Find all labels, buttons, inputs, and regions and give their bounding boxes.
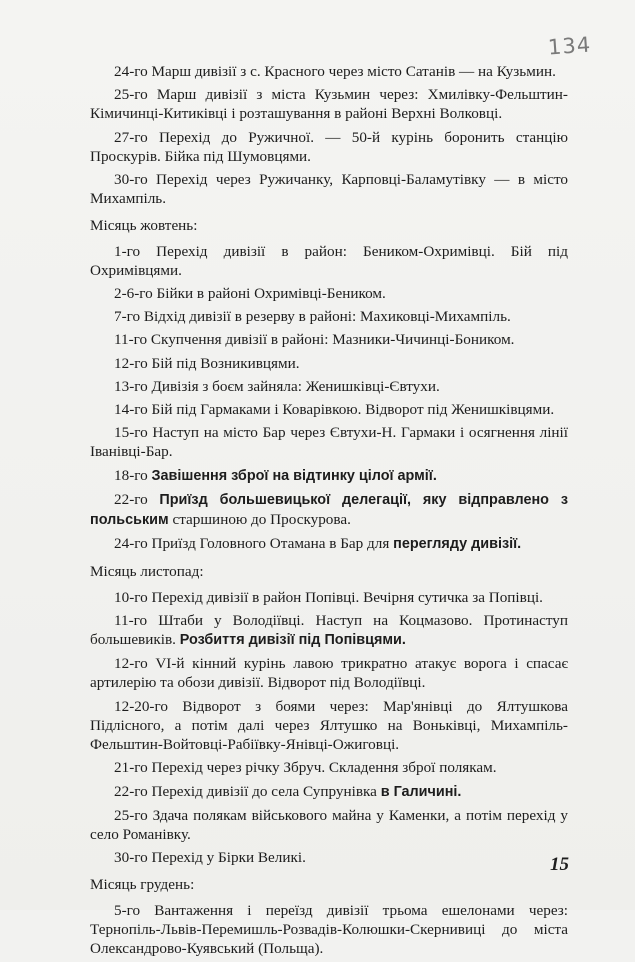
chronology-entry: 2-6-го Бійки в районі Охримівці-Беником.: [114, 285, 386, 303]
chronology-entry: [90, 466, 568, 486]
chronology-entry: 11-го Скупчення дивізії в районі: Мазники-Чичинці-Боником.: [114, 331, 515, 349]
chronology-entry: 27-го Перехід до Ружичної. — 50-й курінь боронить станцію Проскурів. Бійка під Шумовцями.: [90, 128, 568, 165]
entry-text: старшиною до Проскурова.: [168, 511, 351, 529]
chronology-entry: 25-го Марш дивізії з міста Кузьмин через: Хмилівку-Фельштин-Кімичинці-Китиківці і розташування в районі Верхні Волковці.: [90, 86, 568, 123]
entry-bold-text: Розбиття дивізії під Попівцями.: [179, 632, 406, 649]
entry-bold-text: перегляду дивізії.: [393, 536, 522, 553]
entry-text: 24-го Приїзд Головного Отамана в Бар для: [114, 535, 394, 553]
month-heading: Місяць жовтень:: [90, 217, 198, 235]
entry-text: 18-го: [114, 466, 152, 484]
chronology-entry: 21-го Перехід через річку Збруч. Складення зброї полякам.: [114, 759, 497, 777]
chronology-entry: 7-го Відхід дивізії в резерву в районі: Махиковці-Михампіль.: [114, 308, 511, 326]
entry-bold-text: Приїзд большевицької делегації, яку відправлено з польським: [90, 491, 568, 529]
chronology-entry: 14-го Бій під Гармаками і Коварівкою. Відворот під Женишківцями.: [114, 401, 555, 419]
chronology-entry: [90, 611, 568, 650]
chronology-entry: 25-го Здача полякам військового майна у Каменки, а потім перехід у село Романівку.: [90, 806, 568, 843]
chronology-entry: [90, 534, 568, 554]
page-number: 15: [550, 854, 569, 875]
month-heading: Місяць грудень:: [90, 876, 195, 894]
entry-text: 22-го: [114, 490, 160, 508]
chronology-entry: 12-го Бій під Возникивцями.: [114, 354, 300, 372]
document-body: [90, 62, 568, 962]
entry-bold-text: в Галичині.: [380, 783, 462, 800]
chronology-entry: 24-го Марш дивізії з с. Красного через місто Сатанів — на Кузьмин.: [114, 63, 556, 80]
entry-bold-text: Завішення зброї на відтинку цілої армії.: [151, 467, 437, 484]
chronology-entry: [90, 782, 568, 802]
month-heading: Місяць листопад:: [90, 563, 204, 581]
entry-text: 22-го Перехід дивізії до села Супрунівка: [114, 782, 381, 800]
chronology-entry: 10-го Перехід дивізії в район Попівці. Вечірня сутичка за Попівці.: [114, 588, 543, 606]
entry-text: 11-го Штаби у Володіївці. Наступ на Коцмазово. Протинаступ большевиків.: [90, 611, 568, 649]
chronology-entry: [90, 490, 568, 530]
chronology-entry: 12-го VI-й кінний курінь лавою трикратно атакує ворога і спасає артилерію та обози дивізії. Відворот під Володіївці.: [90, 655, 568, 692]
chronology-entry: 30-го Перехід через Ружичанку, Карповці-Баламутівку — в місто Михампіль.: [90, 171, 568, 208]
chronology-entry: 13-го Дивізія з боєм зайняла: Женишківці-Євтухи.: [114, 377, 440, 395]
chronology-entry: 5-го Вантаження і переїзд дивізії трьома ешелонами через: Тернопіль-Львів-Перемишль-Розвадів-Колюшки-Скернивиці до міста Олександрово-Куявський (Польща).: [90, 901, 568, 957]
chronology-entry: 12-20-го Відворот з боями через: Мар'янівці до Ялтушкова Підлісного, а потім далі через Ялтушко на Воньківці, Михампіль-Фельштин-Войтовці-Рабіївку-Янівці-Ожиговці.: [90, 697, 568, 754]
chronology-entry: 30-го Перехід у Бірки Великі.: [114, 849, 306, 867]
handwritten-page-number: 134: [547, 32, 592, 60]
chronology-entry: 15-го Наступ на місто Бар через Євтухи-Н. Гармаки і осягнення лінії Іванівці-Бар.: [90, 424, 568, 461]
chronology-entry: 1-го Перехід дивізії в район: Беником-Охримівці. Бій під Охримівцями.: [90, 242, 568, 279]
